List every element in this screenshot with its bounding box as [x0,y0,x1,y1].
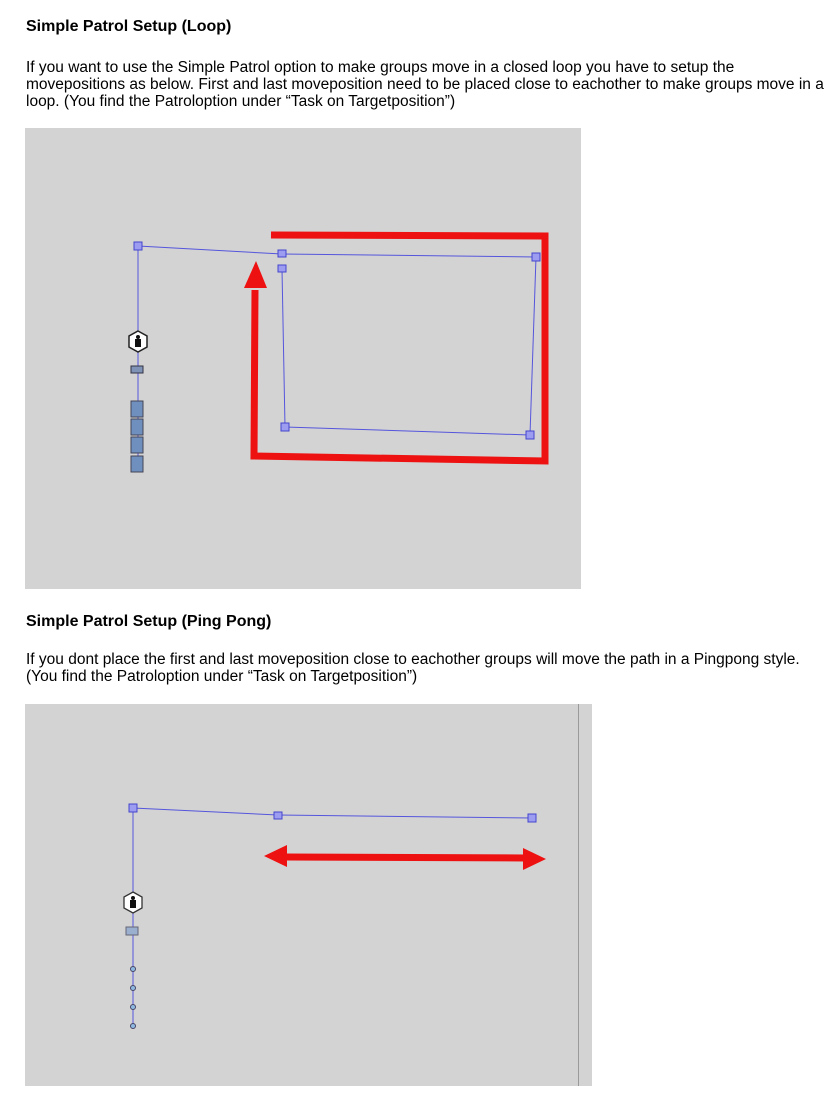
section-text-loop: If you want to use the Simple Patrol option to make groups move in a closed loop you have to setup the movepositions as below. First and last moveposition need to be placed close to eachother to make groups move in a loop. (You find the Patroloption under “Task on Targetposition”) [26,59,824,110]
path-segment [530,257,536,435]
unit-icon[interactable] [131,456,143,472]
section-title-loop: Simple Patrol Setup (Loop) [26,18,232,35]
path-segment [138,246,282,254]
unit-icons [131,401,143,472]
path-segment [133,808,278,815]
unit-icon[interactable] [131,986,136,991]
path-segment [285,427,530,435]
section-text-pingpong: If you dont place the first and last moveposition close to eachother groups will move the path in a Pingpong style. (You find the Patroloption under “Task on Targetposition”) [26,651,800,685]
unit-icon[interactable] [131,1005,136,1010]
waypoint-marker[interactable] [134,242,142,250]
waypoint-marker[interactable] [278,250,286,257]
unit-icon[interactable] [131,401,143,417]
soldier-hexagon-icon[interactable] [129,331,147,352]
soldier-hexagon-icon[interactable] [124,892,142,913]
unit-icon[interactable] [131,967,136,972]
waypoint-marker[interactable] [528,814,536,822]
path-segment [278,815,532,818]
waypoint-marker[interactable] [281,423,289,431]
pingpong-editor-screenshot [25,704,592,1086]
group-flag-icon [126,927,138,935]
waypoint-marker[interactable] [129,804,137,812]
loop-editor-screenshot [25,128,581,589]
waypoint-marker[interactable] [278,265,286,272]
group-flag-icon [131,366,143,373]
unit-icon[interactable] [131,1024,136,1029]
path-segment [282,254,536,257]
pingpong-path-diagram [25,704,592,1086]
waypoint-marker[interactable] [526,431,534,439]
waypoint-marker[interactable] [274,812,282,819]
waypoint-marker[interactable] [532,253,540,261]
panel-divider [578,704,579,1086]
unit-icon[interactable] [131,419,143,435]
loop-path-diagram [25,128,581,589]
unit-icon[interactable] [131,437,143,453]
path-segment [282,269,285,427]
section-title-pingpong: Simple Patrol Setup (Ping Pong) [26,613,272,630]
double-headed-arrow [264,845,546,870]
